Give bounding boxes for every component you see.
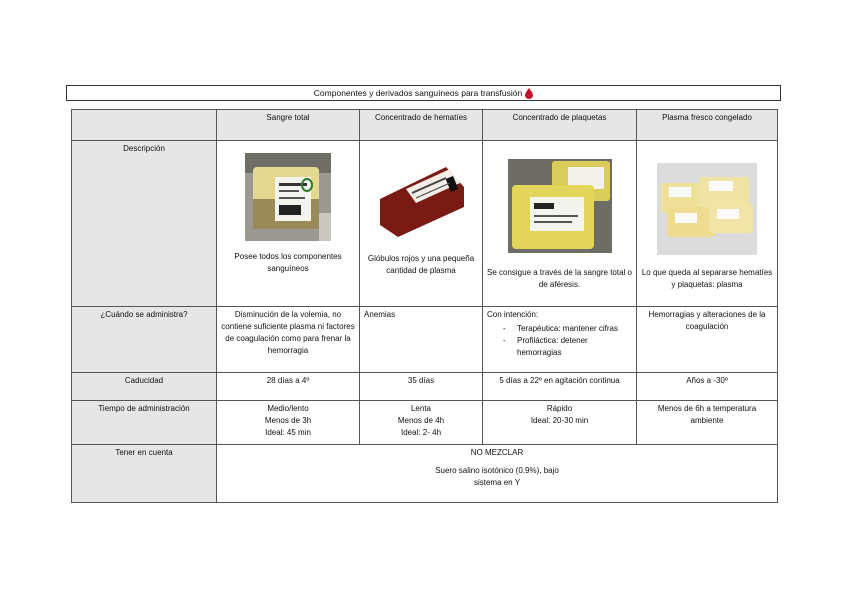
tener-suero: Suero salino isotónico (0.9%), bajo — [435, 466, 559, 475]
desc-plasma-cell — [637, 141, 778, 307]
caducidad-plaquetas: 5 días a 22º en agitación continua — [483, 373, 637, 401]
caducidad-plasma: Años a -30º — [637, 373, 778, 401]
tiempo-plaquetas-cell — [483, 401, 637, 445]
whole-blood-bag-photo — [245, 153, 331, 241]
blood-drop-icon — [525, 88, 533, 99]
desc-hematies-cell — [360, 141, 483, 307]
desc-plaquetas-cell — [483, 141, 637, 307]
tener-no-mezclar: NO MEZCLAR — [470, 448, 524, 457]
red-cells-bag-photo — [376, 159, 466, 239]
row-label-caducidad: Caducidad — [72, 373, 217, 401]
tiempo-line: Menos de 4h — [397, 416, 445, 425]
cuando-plaquetas-cell — [483, 307, 637, 373]
desc-plaquetas: Se consigue a través de la sangre total o de aféresis. — [487, 268, 632, 289]
tiempo-sangre-total-cell — [217, 401, 360, 445]
row-label-descripcion: Descripción — [72, 141, 217, 307]
tener-sistema: sistema en Y — [473, 478, 521, 487]
row-caducidad — [72, 373, 778, 401]
cuando-sangre-total: Disminución de la volemia, no contiene suficiente plasma ni factores de coagulación como para frenar la hemorragia — [217, 307, 360, 373]
tiempo-line: Medio/lento — [267, 404, 309, 413]
header-plasma: Plasma fresco congelado — [637, 110, 778, 141]
cuando-plaquetas-list — [487, 323, 632, 359]
list-item: - Profiláctica: detener hemorragias — [517, 335, 632, 359]
transfusion-table — [71, 109, 778, 503]
cuando-plaquetas-intro: Con intención: — [487, 310, 539, 319]
row-cuando — [72, 307, 778, 373]
document-title-box — [66, 85, 781, 101]
platelets-bag-photo — [508, 159, 612, 253]
header-concentrado-plaquetas: Concentrado de plaquetas — [483, 110, 637, 141]
tiempo-line: Ideal: 45 min — [265, 428, 311, 437]
caducidad-sangre-total: 28 días a 4º — [217, 373, 360, 401]
tiempo-line: Lenta — [410, 404, 432, 413]
row-label-tiempo: Tiempo de administración — [72, 401, 217, 445]
desc-sangre-total-cell — [217, 141, 360, 307]
plasma-bags-photo — [657, 163, 757, 255]
header-row — [72, 110, 778, 141]
tener-cell — [217, 445, 778, 503]
tiempo-line: Menos de 3h — [264, 416, 312, 425]
desc-sangre-total: Posee todos los componentes sanguíneos — [234, 252, 342, 273]
document-title: Componentes y derivados sanguíneos para transfusión — [313, 88, 523, 98]
desc-hematies: Glóbulos rojos y una pequeña cantidad de plasma — [367, 254, 475, 275]
tiempo-plasma: Menos de 6h a temperatura ambiente — [637, 401, 778, 445]
cuando-hematies: Anemias — [360, 307, 483, 373]
row-label-cuando: ¿Cuándo se administra? — [72, 307, 217, 373]
cuando-plasma: Hemorragias y alteraciones de la coagulación — [637, 307, 778, 373]
row-tener — [72, 445, 778, 503]
desc-plasma: Lo que queda al separarse hematíes y plaquetas: plasma — [641, 268, 773, 289]
header-concentrado-hematies: Concentrado de hematíes — [360, 110, 483, 141]
list-item: - Terapéutica: mantener cifras — [517, 323, 632, 335]
caducidad-hematies: 35 días — [360, 373, 483, 401]
header-empty-cell — [72, 110, 217, 141]
tiempo-line: Ideal: 20-30 min — [530, 416, 589, 425]
row-label-tener: Tener en cuenta — [72, 445, 217, 503]
tiempo-line: Ideal: 2- 4h — [400, 428, 442, 437]
tiempo-hematies-cell — [360, 401, 483, 445]
row-descripcion — [72, 141, 778, 307]
header-sangre-total: Sangre total — [217, 110, 360, 141]
tiempo-line: Rápido — [546, 404, 573, 413]
row-tiempo — [72, 401, 778, 445]
